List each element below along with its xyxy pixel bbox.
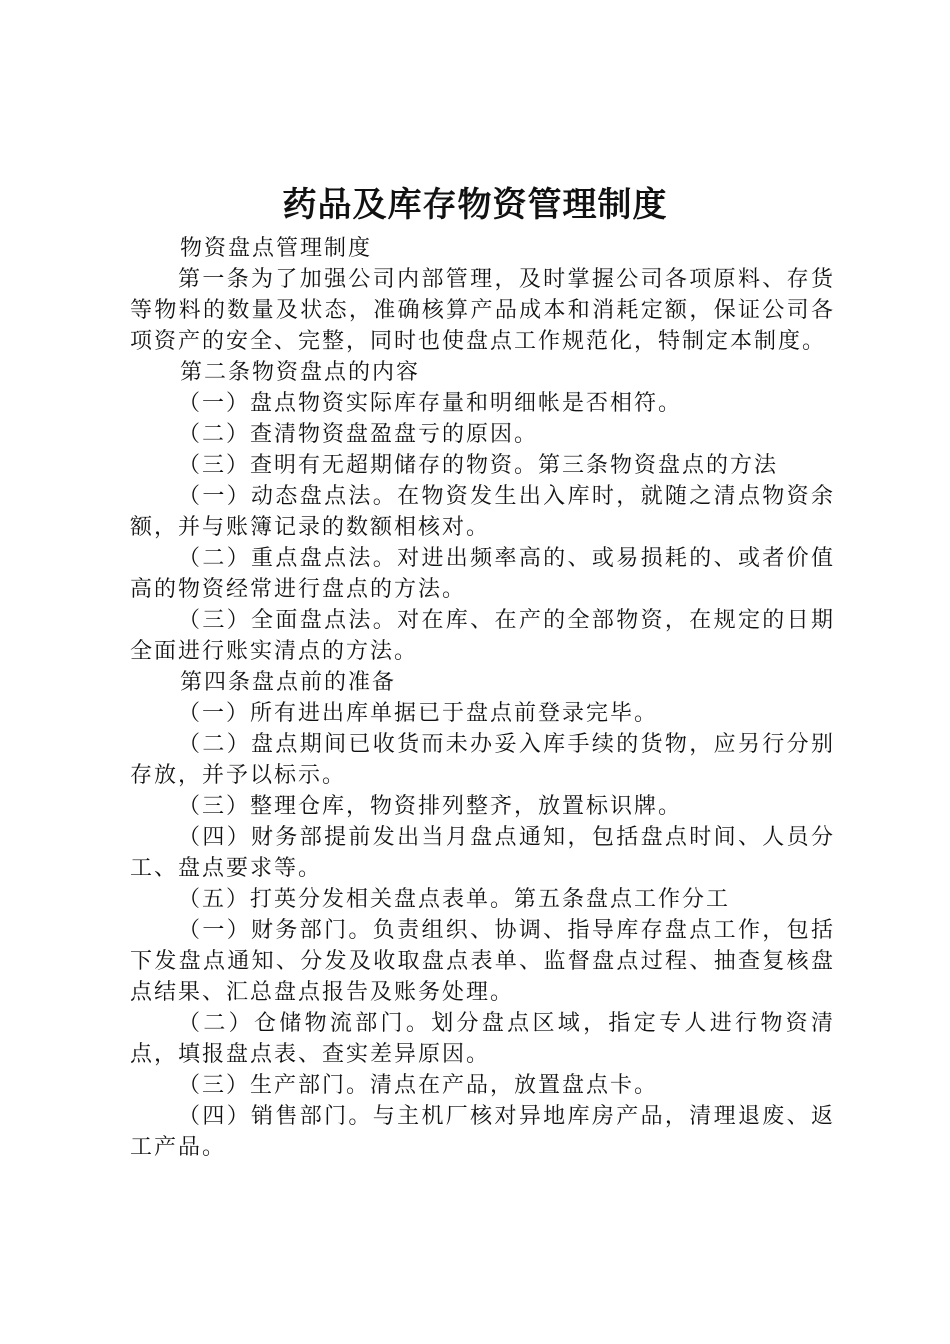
article-5-item-4: （四）销售部门。与主机厂核对异地库房产品，清理退废、返工产品。	[130, 1104, 835, 1160]
article-4-heading: 第四条盘点前的准备	[180, 670, 397, 695]
section-heading-inventory-system: 物资盘点管理制度	[180, 236, 373, 261]
article-4-item-3: （三）整理仓库，物资排列整齐，放置标识牌。	[178, 794, 683, 819]
document-title: 药品及库存物资管理制度	[282, 185, 668, 225]
article-5-item-3: （三）生产部门。清点在产品，放置盘点卡。	[178, 1073, 659, 1098]
article-1-paragraph: 第一条为了加强公司内部管理，及时掌握公司各项原料、存货等物料的数量及状态，准确核算产品成本和消耗定额，保证公司各项资产的安全、完整，同时也使盘点工作规范化，特制定本制度。	[130, 267, 835, 354]
article-3-item-3: （三）全面盘点法。对在库、在产的全部物资，在规定的日期全面进行账实清点的方法。	[130, 608, 835, 664]
article-3-item-1: （一）动态盘点法。在物资发生出入库时，就随之清点物资余额，并与账簿记录的数额相核对。	[130, 484, 835, 540]
article-4-item-5: （五）打英分发相关盘点表单。第五条盘点工作分工	[178, 887, 731, 912]
article-5-item-2: （二）仓储物流部门。划分盘点区域，指定专人进行物资清点，填报盘点表、查实差异原因。	[130, 1011, 835, 1067]
article-4-item-1: （一）所有进出库单据已于盘点前登录完毕。	[178, 701, 659, 726]
article-4-item-2: （二）盘点期间已收货而未办妥入库手续的货物，应另行分别存放，并予以标示。	[130, 732, 835, 788]
article-2-item-2: （二）查清物资盘盈盘亏的原因。	[178, 422, 539, 447]
article-2-item-3: （三）查明有无超期储存的物资。第三条物资盘点的方法	[178, 453, 779, 478]
article-2-item-1: （一）盘点物资实际库存量和明细帐是否相符。	[178, 391, 683, 416]
article-2-heading: 第二条物资盘点的内容	[180, 360, 421, 385]
article-4-item-4: （四）财务部提前发出当月盘点通知，包括盘点时间、人员分工、盘点要求等。	[130, 825, 835, 881]
document-body	[130, 233, 835, 1163]
article-3-item-2: （二）重点盘点法。对进出频率高的、或易损耗的、或者价值高的物资经常进行盘点的方法。	[130, 546, 835, 602]
article-5-item-1: （一）财务部门。负责组织、协调、指导库存盘点工作，包括下发盘点通知、分发及收取盘点表单、监督盘点过程、抽查复核盘点结果、汇总盘点报告及账务处理。	[130, 918, 835, 1005]
